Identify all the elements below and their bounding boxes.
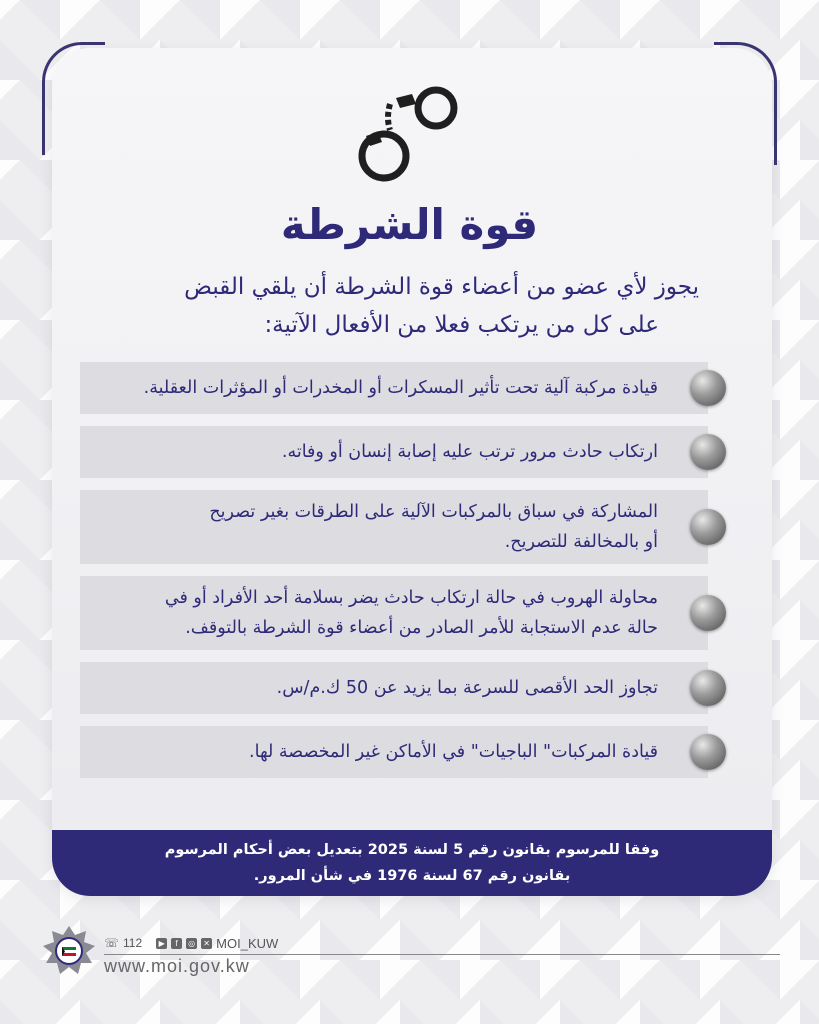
social-handle: MOI_KUW	[216, 935, 279, 951]
bullet-sphere-icon	[690, 670, 726, 706]
instagram-icon[interactable]: ◎	[186, 938, 197, 949]
bullet-sphere-icon	[690, 595, 726, 631]
divider	[104, 954, 780, 955]
intro-line-2: على كل من يرتكب فعلا من الأفعال الآتية:	[264, 312, 659, 338]
handcuffs-icon	[356, 86, 466, 186]
list-item: محاولة الهروب في حالة ارتكاب حادث يضر بسلامة أحد الأفراد أو في حالة عدم الاستجابة للأمر الصادر من أعضاء قوة الشرطة بالتوقف.	[80, 576, 708, 650]
phone-icon: ☏	[104, 936, 120, 950]
legal-reference-band	[52, 830, 772, 896]
moi-emblem-icon	[42, 925, 96, 979]
brand-footer	[42, 925, 782, 985]
list-item: قيادة المركبات" الباجيات" في الأماكن غير المخصصة لها.	[80, 726, 708, 778]
legal-line-2: بقانون رقم 67 لسنة 1976 في شأن المرور.	[253, 868, 571, 884]
intro-text	[99, 268, 699, 344]
list-item: قيادة مركبة آلية تحت تأثير المسكرات أو المخدرات أو المؤثرات العقلية.	[80, 362, 708, 414]
legal-line-1: وفقا للمرسوم بقانون رقم 5 لسنة 2025 بتعديل بعض أحكام المرسوم	[164, 842, 660, 858]
x-icon[interactable]: ✕	[201, 938, 212, 949]
bullet-sphere-icon	[690, 509, 726, 545]
bullet-sphere-icon	[690, 734, 726, 770]
page-title: قوة الشرطة	[280, 200, 539, 249]
website-link[interactable]: www.moi.gov.kw	[104, 956, 250, 976]
list-item: المشاركة في سباق بالمركبات الآلية على الطرقات بغير تصريح أو بالمخالفة للتصريح.	[80, 490, 708, 564]
phone-number: 112	[123, 936, 143, 950]
bullet-sphere-icon	[690, 370, 726, 406]
card-corner-decoration-right	[714, 42, 777, 165]
bullet-sphere-icon	[690, 434, 726, 470]
intro-line-1: يجوز لأي عضو من أعضاء قوة الشرطة أن يلقي القبض	[184, 274, 699, 300]
list-item: ارتكاب حادث مرور ترتب عليه إصابة إنسان أو وفاته.	[80, 426, 708, 478]
list-item: تجاوز الحد الأقصى للسرعة بما يزيد عن 50 ك.م/س.	[80, 662, 708, 714]
card-corner-decoration-left	[42, 42, 105, 155]
contact-row	[104, 935, 278, 951]
facebook-icon[interactable]: f	[171, 938, 182, 949]
youtube-icon[interactable]: ▶	[156, 938, 167, 949]
